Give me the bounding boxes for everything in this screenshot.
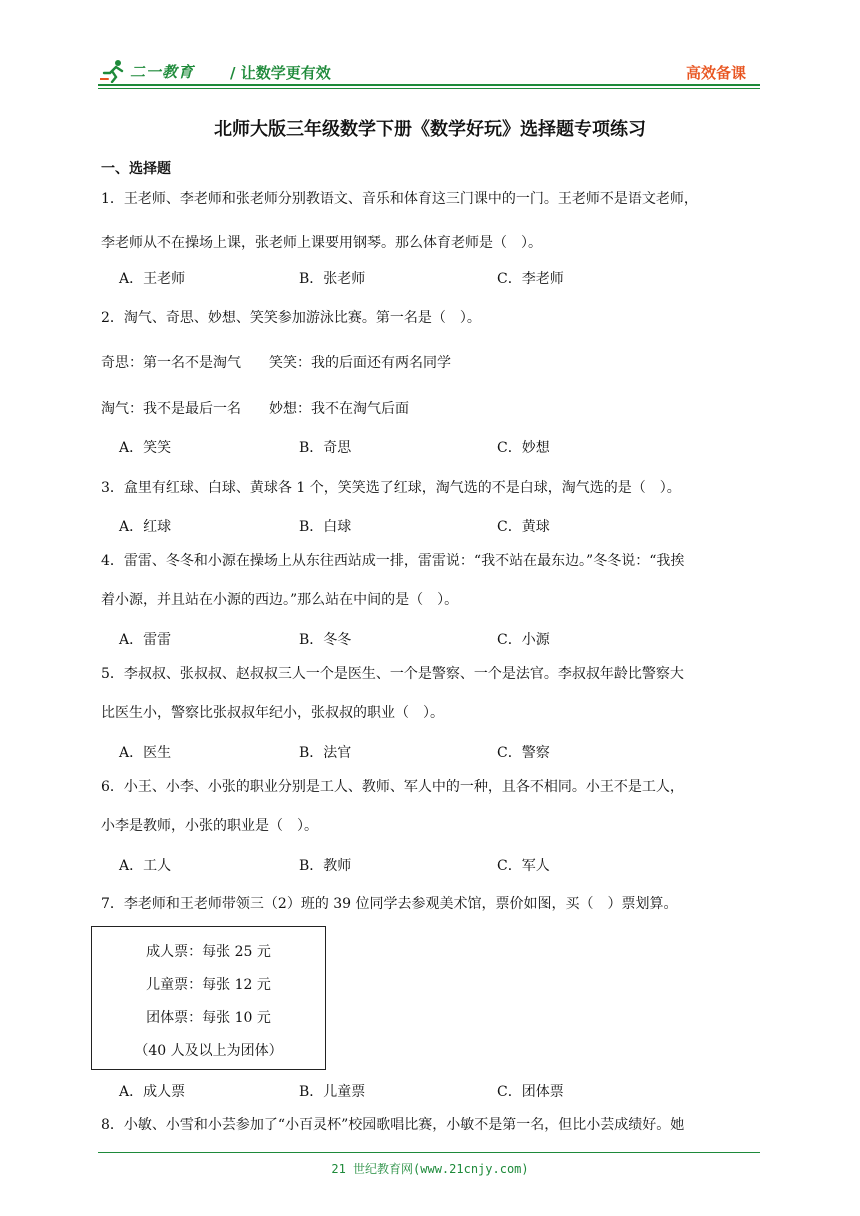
question-4-option-b: B．冬冬 — [299, 632, 352, 648]
question-4-option-c: C．小源 — [497, 632, 550, 648]
page-footer: 21 世纪教育网(www.21cnjy.com) — [331, 1162, 529, 1176]
section-heading: 一、选择题 — [101, 161, 171, 177]
question-4-line-2: 着小源，并且站在小源的西边。”那么站在中间的是（ ）。 — [101, 592, 459, 608]
page-title: 北师大版三年级数学下册《数学好玩》选择题专项练习 — [214, 119, 646, 140]
question-1-option-b: B．张老师 — [299, 271, 366, 287]
question-7-option-a: A．成人票 — [119, 1084, 186, 1100]
question-3-option-a: A．红球 — [119, 519, 172, 535]
question-3-line-1: 3．盒里有红球、白球、黄球各 1 个，笑笑选了红球，淘气选的不是白球，淘气选的是（ ）。 — [101, 480, 681, 496]
question-1-option-a: A．王老师 — [119, 271, 186, 287]
runner-logo-icon — [100, 59, 126, 83]
question-4-line-1: 4．雷雷、冬冬和小源在操场上从东往西站成一排，雷雷说：“我不站在最东边。”冬冬说：“我挨 — [101, 553, 685, 569]
question-1-line-2: 李老师从不在操场上课，张老师上课要用钢琴。那么体育老师是（ ）。 — [101, 235, 542, 251]
question-7-line-1: 7．李老师和王老师带领三（2）班的 39 位同学去参观美术馆，票价如图，买（ ）票划算。 — [101, 896, 678, 912]
question-7-option-c: C．团体票 — [497, 1084, 564, 1100]
question-8-line-1: 8．小敏、小雪和小芸参加了“小百灵杯”校园歌唱比赛，小敏不是第一名，但比小芸成绩好。她 — [101, 1117, 685, 1133]
question-2-line-1: 2．淘气、奇思、妙想、笑笑参加游泳比赛。第一名是（ ）。 — [101, 310, 481, 326]
question-6-option-c: C．军人 — [497, 858, 550, 874]
ticket-group-note: （40 人及以上为团体） — [134, 1043, 283, 1059]
question-3-option-c: C．黄球 — [497, 519, 550, 535]
question-7-option-b: B．儿童票 — [299, 1084, 366, 1100]
question-5-line-1: 5．李叔叔、张叔叔、赵叔叔三人一个是医生、一个是警察、一个是法官。李叔叔年龄比警察大 — [101, 666, 684, 682]
question-5-option-a: A．医生 — [119, 745, 172, 761]
question-6-option-a: A．工人 — [119, 858, 172, 874]
ticket-price-box — [91, 926, 326, 1070]
question-6-line-1: 6．小王、小李、小张的职业分别是工人、教师、军人中的一种，且各不相同。小王不是工人， — [101, 779, 684, 795]
question-6-line-2: 小李是教师，小张的职业是（ ）。 — [101, 818, 318, 834]
question-5-line-2: 比医生小，警察比张叔叔年纪小，张叔叔的职业（ ）。 — [101, 705, 444, 721]
logo-text: 二一教育 — [130, 62, 195, 81]
question-5-option-c: C．警察 — [497, 745, 550, 761]
question-4-option-a: A．雷雷 — [119, 632, 172, 648]
logo — [100, 58, 194, 84]
question-3-option-b: B．白球 — [299, 519, 352, 535]
header-divider — [98, 84, 760, 86]
ticket-child: 儿童票：每张 12 元 — [146, 977, 271, 993]
ticket-group: 团体票：每张 10 元 — [146, 1010, 271, 1026]
question-1-option-c: C．李老师 — [497, 271, 564, 287]
page-header — [98, 58, 760, 86]
question-2-line-3: 淘气：我不是最后一名 妙想：我不在淘气后面 — [101, 401, 409, 417]
question-6-option-b: B．教师 — [299, 858, 352, 874]
ticket-adult: 成人票：每张 25 元 — [146, 944, 271, 960]
header-slogan: / 让数学更有效 — [230, 64, 331, 82]
question-5-option-b: B．法官 — [299, 745, 352, 761]
header-divider-thin — [98, 88, 760, 89]
header-brand: 高效备课 — [685, 64, 746, 82]
footer-divider — [98, 1152, 760, 1153]
question-2-option-b: B．奇思 — [299, 440, 352, 456]
question-2-line-2: 奇思：第一名不是淘气 笑笑：我的后面还有两名同学 — [101, 355, 451, 371]
question-2-option-a: A．笑笑 — [119, 440, 172, 456]
question-1-line-1: 1．王老师、李老师和张老师分别教语文、音乐和体育这三门课中的一门。王老师不是语文老师， — [101, 191, 698, 207]
question-2-option-c: C．妙想 — [497, 440, 550, 456]
